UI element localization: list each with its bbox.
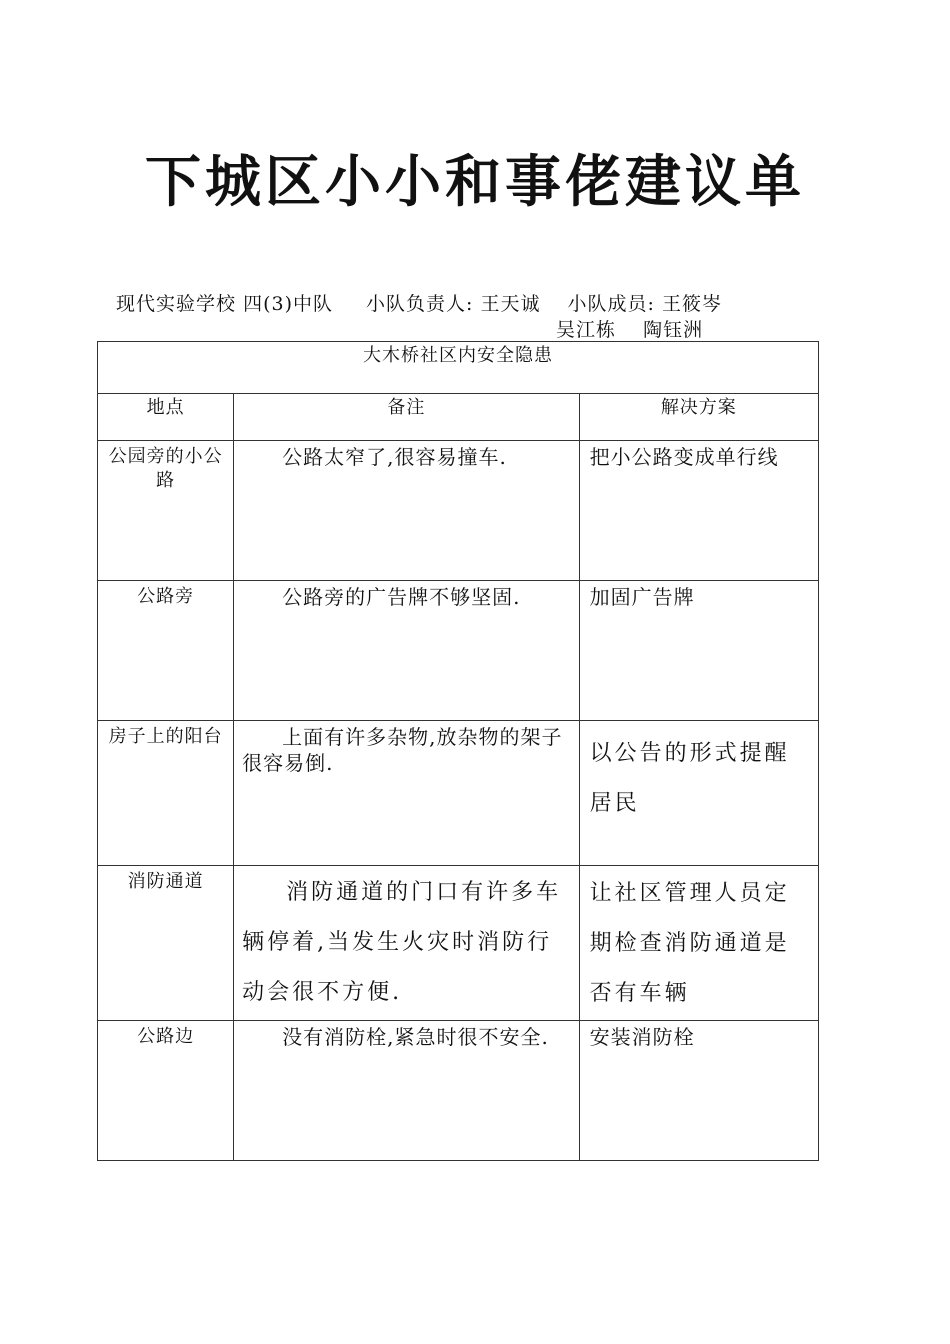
header-note: 备注 [234,394,579,441]
solution-cell: 让社区管理人员定期检查消防通道是否有车辆 [579,866,818,1021]
page-title: 下城区小小和事佬建议单 [145,150,805,215]
note-cell: 公路旁的广告牌不够坚固. [234,581,579,721]
note-cell: 公路太窄了,很容易撞车. [234,441,579,581]
location-cell: 消防通道 [98,866,234,1021]
solution-cell: 加固广告牌 [579,581,818,721]
suggestion-table [97,341,819,1161]
team-info [116,292,722,316]
header-solution: 解决方案 [579,394,818,441]
location-cell: 房子上的阳台 [98,721,234,866]
table-row [98,581,819,721]
table-row [98,866,819,1021]
table-row [98,1021,819,1161]
solution-cell: 以公告的形式提醒居民 [579,721,818,866]
location-cell: 公园旁的小公路 [98,441,234,581]
note-cell: 消防通道的门口有许多车辆停着,当发生火灾时消防行动会很不方便. [234,866,579,1021]
location-cell: 公路边 [98,1021,234,1161]
member-name: 吴江栋 [556,319,617,341]
table-caption-row [98,342,819,394]
note-cell: 没有消防栓,紧急时很不安全. [234,1021,579,1161]
solution-cell: 把小公路变成单行线 [579,441,818,581]
school-name: 现代实验学校 [116,293,237,315]
member-name: 陶钰洲 [643,319,704,341]
table-row [98,721,819,866]
squad-name: 四(3)中队 [243,293,333,315]
team-info-continued [556,318,703,342]
member-name: 王筱岑 [662,293,723,315]
members-label: 小队成员: [567,293,655,315]
table-row [98,441,819,581]
leader-name: 王天诚 [480,293,541,315]
table-header-row [98,394,819,441]
solution-cell: 安装消防栓 [579,1021,818,1161]
note-cell: 上面有许多杂物,放杂物的架子很容易倒. [234,721,579,866]
table-caption: 大木桥社区内安全隐患 [98,342,819,394]
location-cell: 公路旁 [98,581,234,721]
header-location: 地点 [98,394,234,441]
leader-label: 小队负责人: [366,293,474,315]
